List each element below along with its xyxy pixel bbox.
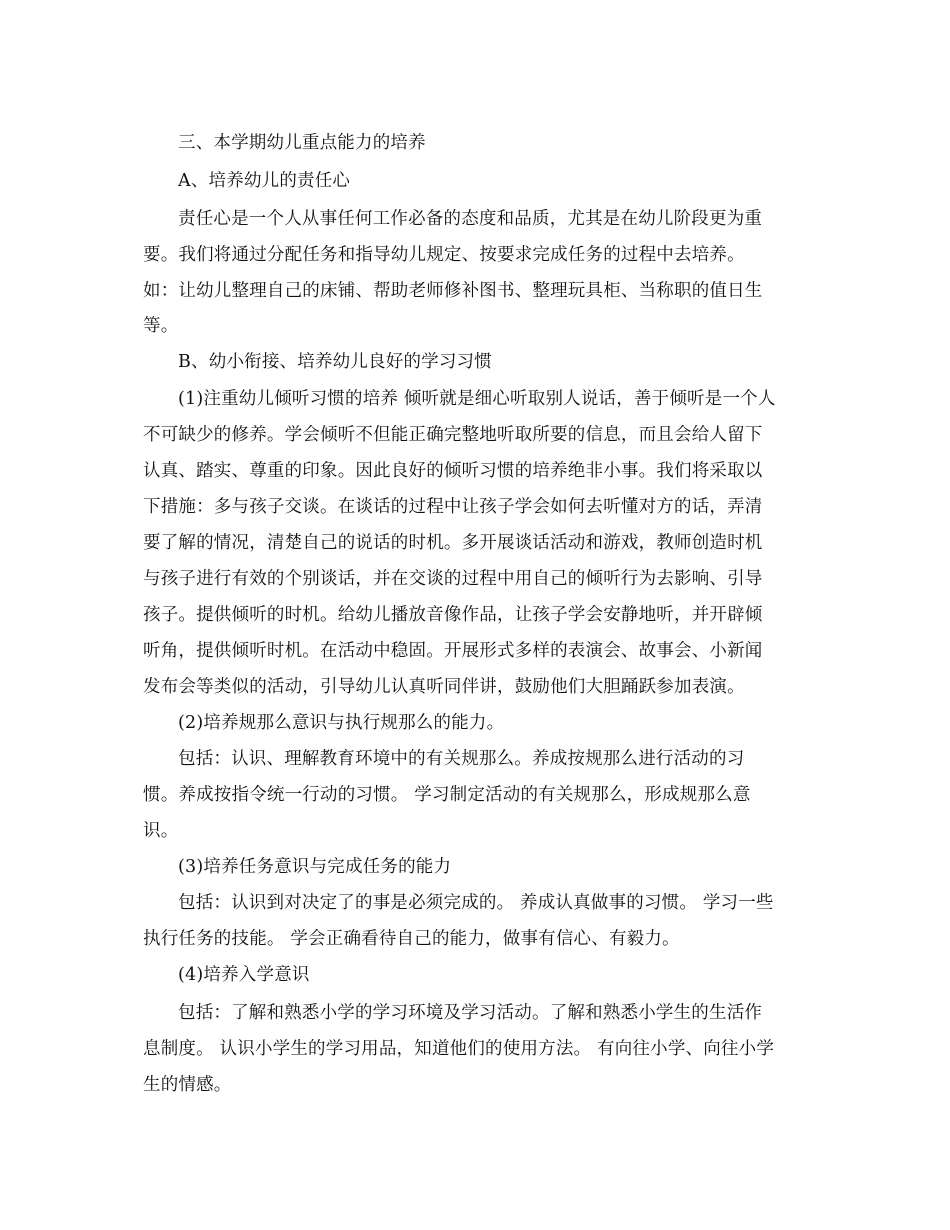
paragraph-line: 下措施：多与孩子交谈。在谈话的过程中让孩子学会如何去听懂对方的话，弄清 xyxy=(143,497,763,517)
paragraph-line: 包括：了解和熟悉小学的学习环境及学习活动。了解和熟悉小学生的生活作 xyxy=(178,1003,763,1023)
paragraph-line: (1)注重幼儿倾听习惯的培养 倾听就是细心听取别人说话，善于倾听是一个人 xyxy=(178,389,776,409)
item-title: (4)培养入学意识 xyxy=(178,965,310,985)
item-title: (3)培养任务意识与完成任务的能力 xyxy=(178,857,452,877)
paragraph-line: 如：让幼儿整理自己的床铺、帮助老师修补图书、整理玩具柜、当称职的值日生 xyxy=(143,281,763,301)
paragraph-line: 要了解的情况，清楚自己的说话的时机。多开展谈话活动和游戏，教师创造时机 xyxy=(143,533,763,553)
item-title: (2)培养规那么意识与执行规那么的能力。 xyxy=(178,713,505,733)
paragraph-line: 息制度。 认识小学生的学习用品，知道他们的使用方法。 有向往小学、向往小学 xyxy=(143,1039,775,1059)
paragraph-line: 识。 xyxy=(143,821,179,841)
paragraph-line: 包括：认识到对决定了的事是必须完成的。 养成认真做事的习惯。 学习一些 xyxy=(178,893,774,913)
paragraph-line: 孩子。提供倾听的时机。给幼儿播放音像作品，让孩子学会安静地听，并开辟倾 xyxy=(143,605,763,625)
paragraph-line: 惯。养成按指令统一行动的习惯。 学习制定活动的有关规那么，形成规那么意 xyxy=(143,785,751,805)
paragraph-line: 生的情感。 xyxy=(143,1075,232,1095)
paragraph-line: 听角，提供倾听时机。在活动中稳固。开展形式多样的表演会、故事会、小新闻 xyxy=(143,641,763,661)
paragraph-line: 责任心是一个人从事任何工作必备的态度和品质，尤其是在幼儿阶段更为重 xyxy=(178,209,763,229)
paragraph-line: 与孩子进行有效的个别谈话，并在交谈的过程中用自己的倾听行为去影响、引导 xyxy=(143,569,763,589)
paragraph-line: 包括：认识、理解教育环境中的有关规那么。养成按规那么进行活动的习 xyxy=(178,749,745,769)
paragraph-line: 发布会等类似的活动，引导幼儿认真听同伴讲，鼓励他们大胆踊跃参加表演。 xyxy=(143,677,745,697)
paragraph-line: 要。我们将通过分配任务和指导幼儿规定、按要求完成任务的过程中去培养。 xyxy=(143,245,745,265)
paragraph-line: 认真、踏实、尊重的印象。因此良好的倾听习惯的培养绝非小事。我们将采取以 xyxy=(143,461,763,481)
paragraph-line: 不可缺少的修养。学会倾听不但能正确完整地听取所要的信息，而且会给人留下 xyxy=(143,425,763,445)
subsection-title-b: B、幼小衔接、培养幼儿良好的学习习惯 xyxy=(178,352,492,372)
paragraph-line: 执行任务的技能。 学会正确看待自己的能力，做事有信心、有毅力。 xyxy=(143,929,680,949)
paragraph-line: 等。 xyxy=(143,316,179,336)
section-heading: 三、本学期幼儿重点能力的培养 xyxy=(178,133,426,153)
subsection-title-a: A、培养幼儿的责任心 xyxy=(178,171,351,191)
